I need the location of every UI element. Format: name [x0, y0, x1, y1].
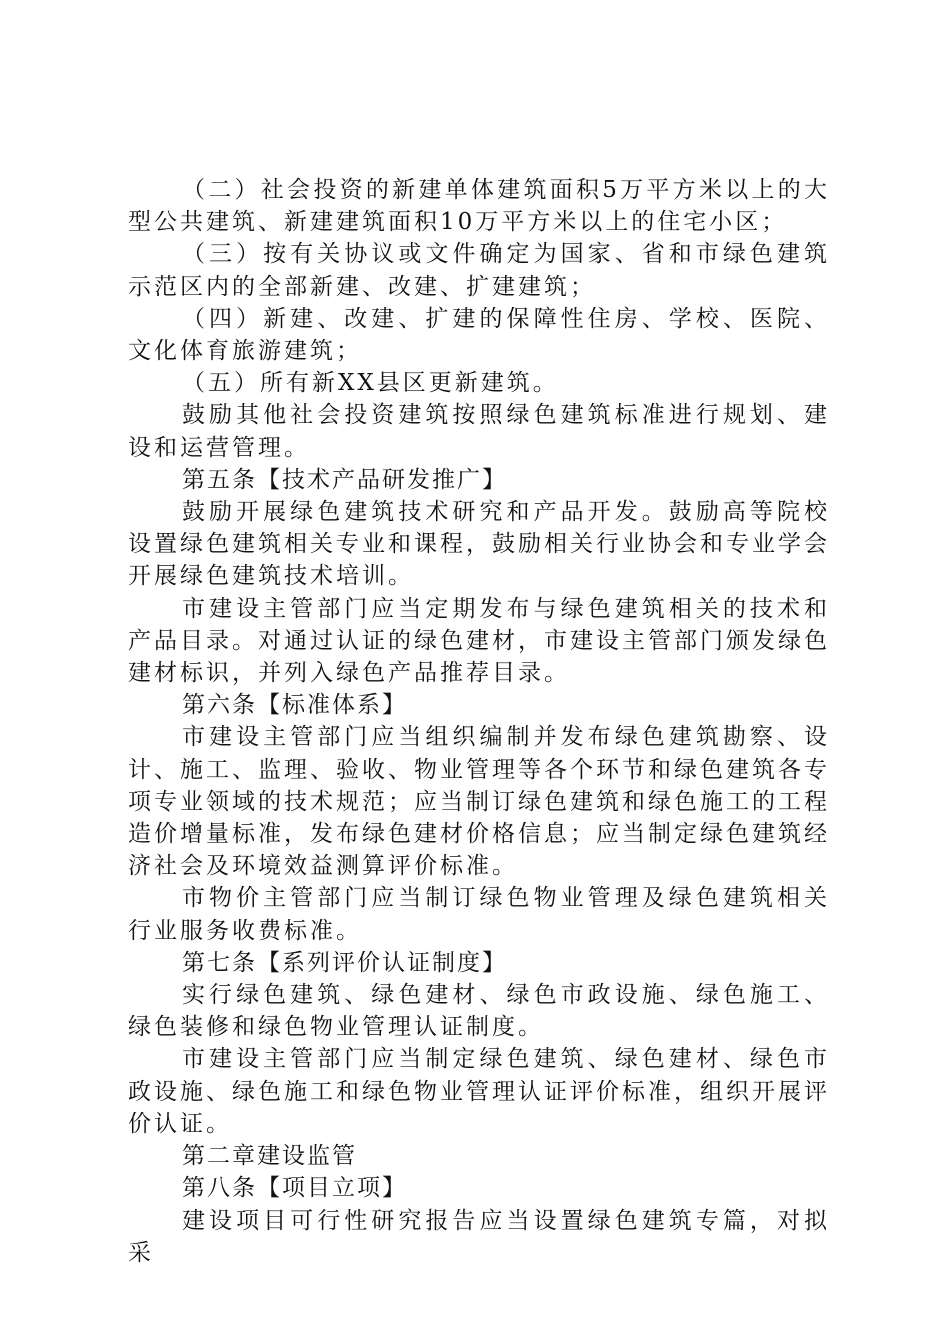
paragraph-item-5: （五）所有新XX县区更新建筑。	[182, 370, 559, 397]
article-7-paragraph-2: 市建设主管部门应当制定绿色建筑、绿色建材、绿色市政设施、绿色施工和绿色物业管理认证评价标准，组织开展评价认证。	[128, 1046, 830, 1137]
chapter-2-heading: 第二章建设监管	[182, 1143, 357, 1170]
paragraph-item-3: （三）按有关协议或文件确定为国家、省和市绿色建筑示范区内的全部新建、改建、扩建建筑；	[128, 241, 830, 300]
article-8-heading: 第八条【项目立项】	[182, 1175, 407, 1202]
article-7-paragraph-1: 实行绿色建筑、绿色建材、绿色市政设施、绿色施工、绿色装修和绿色物业管理认证制度。	[128, 982, 830, 1041]
article-6-paragraph-1: 市建设主管部门应当组织编制并发布绿色建筑勘察、设计、施工、监理、验收、物业管理等各个环节和绿色建筑各专项专业领域的技术规范；应当制订绿色建筑和绿色施工的工程造价增量标准，发布绿色建材价格信息；应当制定绿色建筑经济社会及环境效益测算评价标准。	[128, 724, 830, 880]
article-5-paragraph-2: 市建设主管部门应当定期发布与绿色建筑相关的技术和产品目录。对通过认证的绿色建材，市建设主管部门颁发绿色建材标识，并列入绿色产品推荐目录。	[128, 595, 830, 687]
article-6-heading: 第六条【标准体系】	[182, 692, 407, 719]
article-6-paragraph-2: 市物价主管部门应当制订绿色物业管理及绿色建筑相关行业服务收费标准。	[128, 885, 830, 944]
article-5-heading: 第五条【技术产品研发推广】	[182, 466, 507, 493]
paragraph-encourage-others: 鼓励其他社会投资建筑按照绿色建筑标准进行规划、建设和运营管理。	[128, 402, 830, 461]
paragraph-item-4: （四）新建、改建、扩建的保障性住房、学校、医院、文化体育旅游建筑；	[128, 305, 830, 365]
document-body	[128, 174, 830, 1269]
article-7-heading: 第七条【系列评价认证制度】	[182, 949, 507, 976]
article-8-paragraph-1: 建设项目可行性研究报告应当设置绿色建筑专篇，对拟采	[128, 1207, 830, 1266]
article-5-paragraph-1: 鼓励开展绿色建筑技术研究和产品开发。鼓励高等院校设置绿色建筑相关专业和课程，鼓励相关行业协会和专业学会开展绿色建筑技术培训。	[128, 499, 830, 590]
paragraph-item-2: （二）社会投资的新建单体建筑面积5万平方米以上的大型公共建筑、新建建筑面积10万平方米以上的住宅小区；	[128, 177, 830, 236]
